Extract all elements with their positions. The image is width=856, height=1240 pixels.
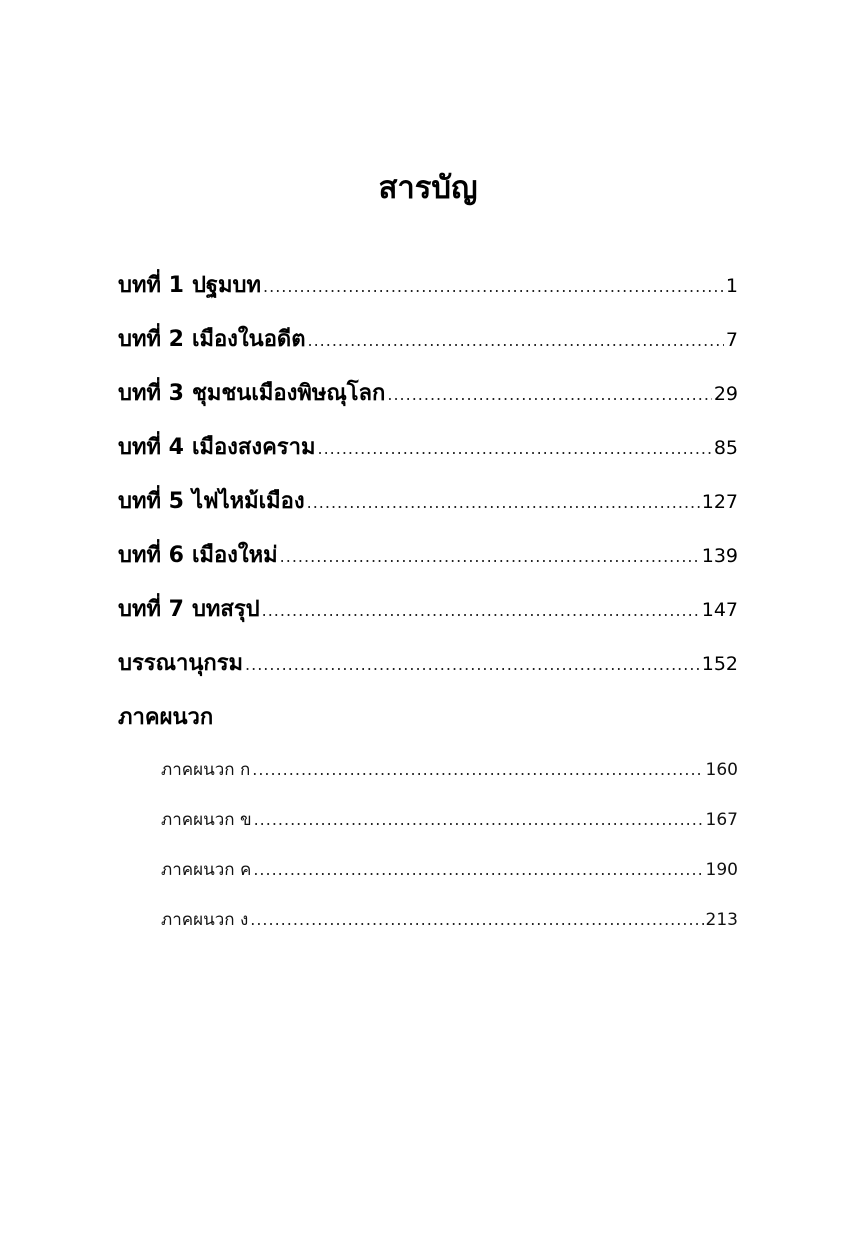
- toc-bibliography: [118, 642, 738, 696]
- toc-chapter-3: [118, 372, 738, 426]
- toc-appendix-heading: [118, 696, 738, 750]
- page-number: 1: [725, 275, 738, 297]
- toc-appendix-d: [118, 900, 738, 950]
- dot-leader: [387, 373, 711, 417]
- dot-leader: [307, 319, 723, 363]
- page-number: 213: [705, 910, 738, 930]
- toc-chapter-6: [118, 534, 738, 588]
- chapter-title: เมืองในอดีต: [191, 327, 306, 352]
- chapter-label: [118, 534, 278, 578]
- dot-leader: [245, 643, 700, 687]
- chapter-label: [118, 426, 315, 470]
- chapter-title: เมืองใหม่: [191, 543, 278, 568]
- chapter-number: บทที่ 2: [118, 327, 184, 352]
- toc-chapter-1: [118, 264, 738, 318]
- chapter-label: [118, 264, 261, 308]
- page-number: 190: [705, 860, 738, 880]
- toc-appendix-a: [118, 750, 738, 800]
- chapter-title: บทสรุป: [191, 597, 260, 622]
- page-number: 7: [725, 329, 738, 351]
- chapter-label: [118, 480, 305, 524]
- page-title: สารบัญ: [378, 170, 478, 206]
- dot-leader: [317, 427, 711, 471]
- appendix-title: ภาคผนวก ค: [161, 860, 252, 880]
- bibliography-title: บรรณานุกรม: [118, 651, 244, 676]
- dot-leader: [263, 265, 724, 309]
- chapter-label: [118, 588, 260, 632]
- page-number: 167: [705, 810, 738, 830]
- appendix-title: ภาคผนวก ง: [161, 910, 249, 930]
- chapter-label: [118, 372, 385, 416]
- dot-leader: [250, 900, 703, 940]
- chapter-number: บทที่ 1: [118, 273, 184, 298]
- page-number: 139: [701, 545, 738, 567]
- toc-chapter-2: [118, 318, 738, 372]
- chapter-title: ชุมชนเมืองพิษณุโลก: [191, 381, 386, 406]
- appendix-title: ภาคผนวก ข: [161, 810, 252, 830]
- chapter-title: เมืองสงคราม: [191, 435, 316, 460]
- chapter-number: บทที่ 5: [118, 489, 184, 514]
- dot-leader: [253, 850, 703, 890]
- table-of-contents: [118, 264, 738, 950]
- appendix-title: ภาคผนวก ก: [161, 760, 251, 780]
- toc-appendix-b: [118, 800, 738, 850]
- toc-chapter-5: [118, 480, 738, 534]
- dot-leader: [252, 750, 703, 790]
- page-number: 147: [701, 599, 738, 621]
- chapter-number: บทที่ 3: [118, 381, 184, 406]
- chapter-number: บทที่ 4: [118, 435, 184, 460]
- dot-leader: [262, 589, 700, 633]
- chapter-title: ปฐมบท: [191, 273, 262, 298]
- chapter-title: ไฟไหม้เมือง: [191, 489, 305, 514]
- toc-chapter-4: [118, 426, 738, 480]
- appendix-heading: ภาคผนวก: [118, 705, 214, 730]
- page-number: 160: [705, 760, 738, 780]
- page-number: 127: [701, 491, 738, 513]
- toc-appendix-c: [118, 850, 738, 900]
- chapter-label: [118, 318, 305, 362]
- chapter-number: บทที่ 7: [118, 597, 184, 622]
- chapter-number: บทที่ 6: [118, 543, 184, 568]
- page-number: 29: [713, 383, 738, 405]
- page-number: 152: [701, 653, 738, 675]
- page-number: 85: [713, 437, 738, 459]
- toc-chapter-7: [118, 588, 738, 642]
- dot-leader: [254, 800, 704, 840]
- dot-leader: [280, 535, 700, 579]
- dot-leader: [307, 481, 700, 525]
